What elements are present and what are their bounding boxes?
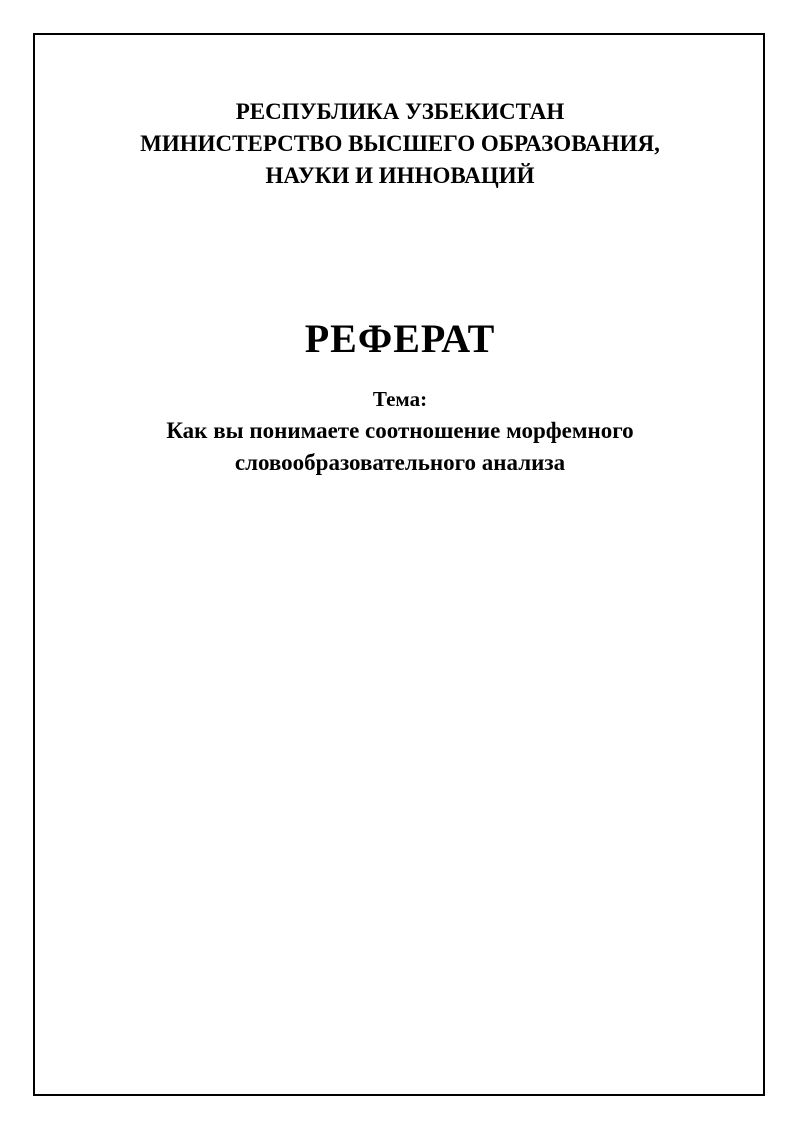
institution-header [33, 96, 767, 192]
document-title: РЕФЕРАТ [304, 316, 496, 361]
topic-line-1: Как вы понимаете соотношение морфемного [166, 418, 634, 443]
header-ministry: МИНИСТЕРСТВО ВЫСШЕГО ОБРАЗОВАНИЯ, [140, 131, 660, 156]
topic-text [33, 415, 767, 479]
topic-label: Тема: [372, 387, 428, 411]
header-ministry-continued: НАУКИ И ИННОВАЦИЙ [265, 163, 535, 188]
page-border-frame [33, 33, 765, 1096]
header-country: РЕСПУБЛИКА УЗБЕКИСТАН [235, 99, 565, 124]
topic-line-2: словообразовательного анализа [234, 450, 566, 475]
